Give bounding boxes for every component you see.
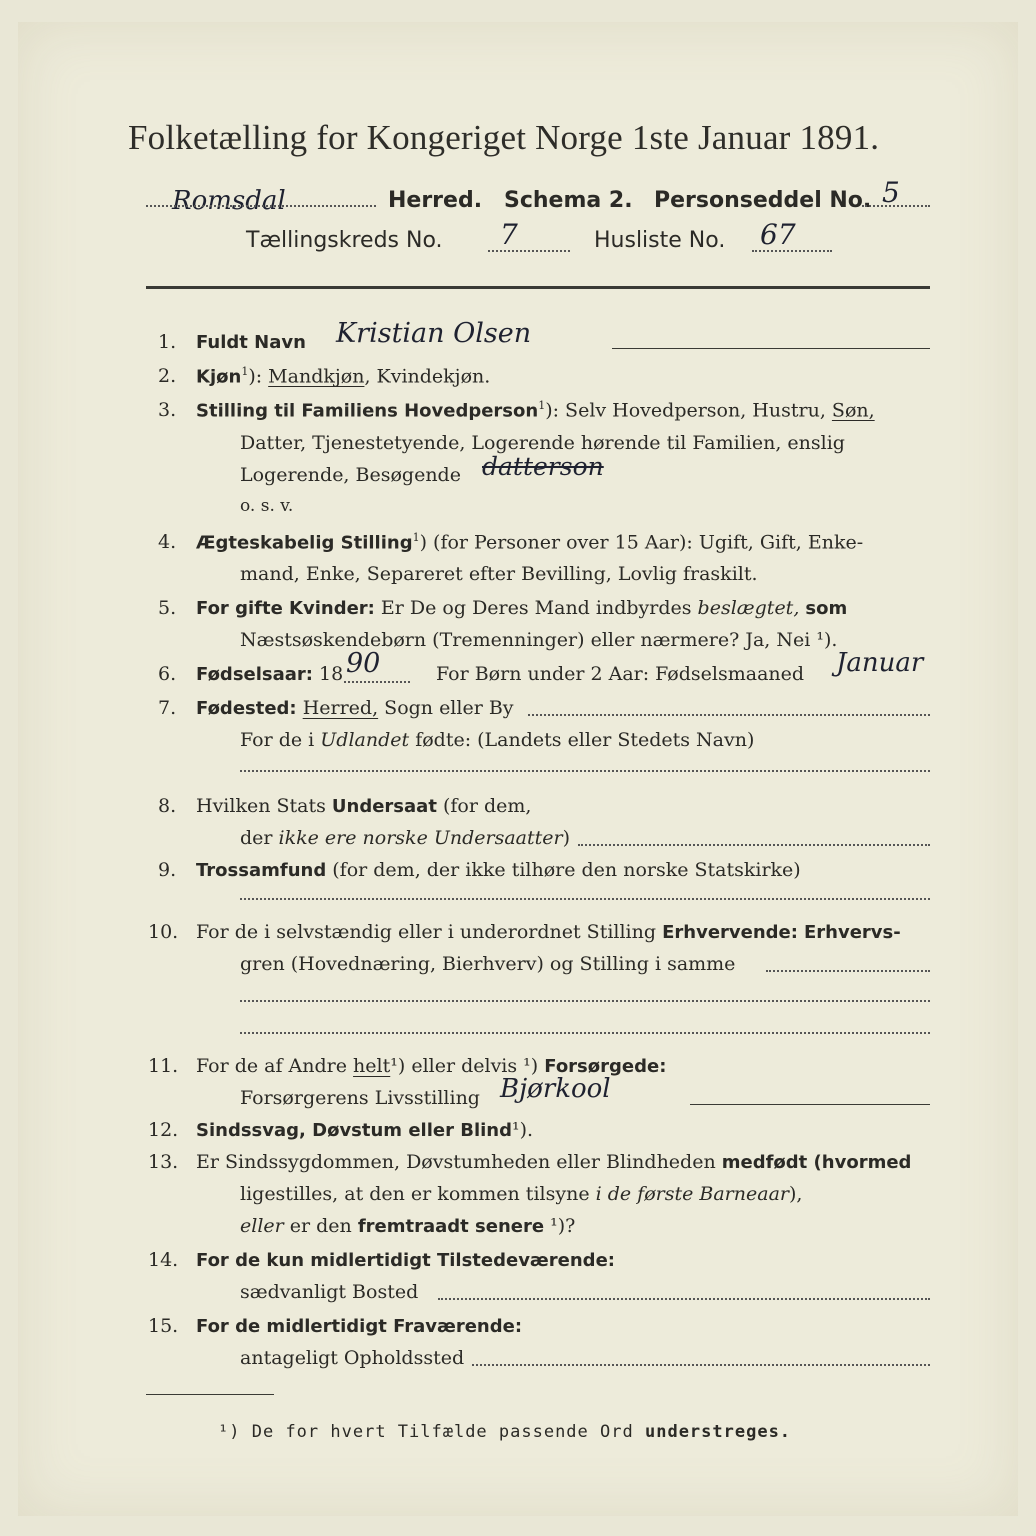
kreds-label: Tællingskreds No. [246, 228, 443, 253]
item-7-text: Sogn eller By [384, 697, 514, 719]
item-8-line-2-c: ) [562, 827, 571, 849]
item-4-text: ) (for Personer over 15 Aar): Ugift, Gift, Enke- [419, 531, 864, 554]
item-8-line-2 [240, 827, 570, 849]
item-8-line-1-c: (for dem, [442, 795, 532, 817]
item-8-number: 8. [158, 795, 177, 817]
item-14-line-2: sædvanligt Bosted [240, 1281, 419, 1303]
item-3-line-4: o. s. v. [240, 496, 294, 516]
item-13-line-3-c: fremtraadt senere [357, 1216, 545, 1237]
full-name-handwritten: Kristian Olsen [336, 318, 532, 349]
item-11-number: 11. [148, 1055, 179, 1077]
item-3-line-2: Datter, Tjenestetyende, Logerende hørende til Familien, enslig [240, 432, 845, 454]
footnote-marker: ¹) [218, 1422, 241, 1442]
item-13-number: 13. [148, 1151, 179, 1173]
herred-name-handwritten: Romsdal [172, 186, 286, 216]
item-15-dotted-line [472, 1364, 930, 1366]
header-rule [146, 286, 930, 289]
item-9-blank-line [240, 898, 930, 900]
item-4-number: 4. [158, 531, 177, 553]
item-13-line-2-b: i de første Barneaar [595, 1183, 789, 1205]
herred-label: Herred. [388, 188, 483, 213]
item-3-footnote-ref: 1 [538, 399, 546, 412]
item-12-number: 12. [148, 1119, 179, 1141]
item-10-line-1 [196, 921, 901, 943]
item-9-label: Trossamfund [196, 860, 327, 881]
birth-year-handwritten: 90 [346, 648, 381, 679]
census-form-page [18, 22, 1018, 1516]
item-10-blank-line-2 [240, 1032, 930, 1034]
item-12-text: ¹). [511, 1119, 534, 1141]
item-5-text-c: som [805, 598, 848, 619]
kreds-dotted-line [488, 250, 570, 252]
item-3-line-1 [196, 399, 875, 421]
item-2-number: 2. [158, 365, 177, 387]
item-10-number: 10. [148, 921, 179, 943]
item-15-line-2: antageligt Opholdssted [240, 1347, 465, 1369]
item-5-text-a: Er De og Deres Mand indbyrdes [380, 597, 692, 619]
item-4-footnote-ref: 1 [412, 531, 420, 544]
item-8-line-2-b: ikke ere norske Undersaatter [278, 827, 563, 849]
item-4-line-2: mand, Enke, Separeret efter Bevilling, Lovlig fraskilt. [240, 563, 758, 585]
item-6-label-2 [436, 663, 804, 685]
birth-year-dotted-line [344, 681, 410, 683]
item-7-number: 7. [158, 697, 177, 719]
item-3-text: ): Selv Hovedperson, Hustru, [545, 399, 826, 422]
item-7-line-2-b: Udlandet [320, 729, 410, 751]
item-10-line-1-a: For de i selvstændig eller i underordnet Stilling [196, 921, 657, 943]
option-mandkjon-underlined: Mandkjøn [268, 365, 365, 388]
item-6-line [196, 663, 343, 685]
item-6-number: 6. [158, 663, 177, 685]
item-4-label: Ægteskabelig Stilling [196, 532, 413, 554]
item-7-line-2-a: For de i [240, 729, 315, 751]
item-13-line-3-d: ¹)? [550, 1215, 576, 1237]
herred-dotted-line [146, 205, 376, 207]
item-2-text-b: , Kvindekjøn. [364, 365, 491, 388]
item-8-line-1 [196, 795, 531, 817]
item-8-line-2-a: der [240, 827, 273, 849]
item-9-number: 9. [158, 859, 177, 881]
item-13-line-3 [240, 1215, 575, 1237]
kreds-number: 7 [500, 218, 518, 251]
item-12-line [196, 1119, 533, 1141]
item-8-line-1-a: Hvilken Stats [196, 795, 326, 817]
item-13-label: medfødt (hvormed [721, 1152, 912, 1173]
item-8-dotted-line [578, 844, 930, 846]
item-5-number: 5. [158, 597, 177, 619]
item-15-number: 15. [148, 1315, 179, 1337]
schema-label: Schema 2. [504, 188, 633, 213]
item-9-line [196, 859, 801, 881]
item-2-text-a: ): [248, 365, 269, 388]
item-13-line-3-a: eller [240, 1215, 284, 1237]
form-title: Folketælling for Kongeriget Norge 1ste Januar 1891. [128, 118, 880, 157]
item-7-label: Fødested: [196, 698, 297, 719]
item-1-line [612, 348, 930, 349]
footnote-rule [146, 1394, 274, 1395]
footnote-text: De for hvert Tilfælde passende Ord [251, 1422, 634, 1442]
item-7-blank-line [240, 770, 930, 772]
item-14-number: 14. [148, 1249, 179, 1271]
item-6-label: Fødselsaar: [196, 664, 313, 685]
item-10-blank-line-1 [240, 1000, 930, 1002]
personseddel-label: Personseddel No. [654, 188, 872, 213]
personseddel-number: 5 [882, 176, 900, 209]
option-helt-underlined: helt [353, 1055, 391, 1077]
husliste-number: 67 [760, 218, 796, 251]
personseddel-dotted-line [862, 205, 930, 207]
item-12-label: Sindssvag, Døvstum eller Blind [196, 1120, 512, 1141]
item-9-text: (for dem, der ikke tilhøre den norske Statskirke) [332, 859, 801, 881]
item-13-line-2-c: ), [789, 1183, 803, 1205]
item-10-dotted-line [766, 970, 930, 972]
item-3-line-3: Logerende, Besøgende [240, 464, 461, 486]
item-15-label: For de midlertidigt Fraværende: [196, 1316, 523, 1337]
item-3-label: Stilling til Familiens Hovedperson [196, 400, 539, 422]
item-13-line-2-a: ligestilles, at den er kommen tilsyne [240, 1183, 590, 1205]
item-7-line-2 [240, 729, 754, 751]
item-10-line-1-c: Erhvervs- [804, 922, 901, 943]
option-herred-underlined: Herred, [302, 697, 379, 719]
item-14-label: For de kun midlertidigt Tilstedeværende: [196, 1250, 615, 1271]
item-10-line-2: gren (Hovednæring, Bierhverv) og Stilling i samme [240, 953, 736, 975]
item-2-footnote-ref: 1 [241, 365, 249, 378]
item-10-label: Erhvervende: [662, 922, 798, 943]
item-1-number: 1. [158, 331, 177, 353]
item-11-line [690, 1104, 930, 1105]
item-5-label: For gifte Kvinder: [196, 598, 375, 619]
item-7-line-2-c: fødte: (Landets eller Stedets Navn) [415, 729, 755, 751]
item-11-label: Forsørgede: [544, 1056, 667, 1077]
option-son-underlined: Søn, [831, 399, 875, 422]
item-7-line-1 [196, 697, 514, 719]
item-3-number: 3. [158, 399, 177, 421]
item-5-text-b: beslægtet, [697, 597, 800, 619]
husliste-label: Husliste No. [594, 228, 726, 253]
item-8-label: Undersaat [331, 796, 437, 817]
item-7-dotted-line [528, 714, 930, 716]
item-13-line-1-a: Er Sindssygdommen, Døvstumheden eller Blindheden [196, 1151, 716, 1173]
item-2-label: Kjøn [196, 366, 242, 388]
forsorger-handwritten: Bjørkool [500, 1074, 611, 1104]
item-13-line-2 [240, 1183, 802, 1205]
birth-year-prefix: 18 [319, 663, 344, 685]
item-11-line-1-b: ¹) eller delvis ¹) [390, 1055, 539, 1077]
item-14-dotted-line [438, 1298, 930, 1300]
item-11-line-2: Forsørgerens Livsstilling [240, 1087, 480, 1109]
husliste-dotted-line [752, 250, 832, 252]
birth-month-handwritten: Januar [836, 648, 924, 678]
stilling-handwritten: datterson [482, 452, 604, 481]
item-2-line [196, 365, 490, 387]
item-13-line-3-b: er den [289, 1215, 352, 1237]
item-4-line-1 [196, 531, 863, 553]
item-6-label-2-text: For Børn under 2 Aar: Fødselsmaaned [436, 663, 805, 685]
item-11-line-1-a: For de af Andre [196, 1055, 347, 1077]
footnote [218, 1422, 791, 1442]
item-13-line-1 [196, 1151, 911, 1173]
item-1-label: Fuldt Navn [196, 332, 306, 353]
item-5-line-2: Næstsøskendebørn (Tremenninger) eller nærmere? Ja, Nei ¹). [240, 629, 838, 651]
item-5-line-1 [196, 597, 847, 619]
footnote-bold: understreges. [644, 1422, 792, 1442]
